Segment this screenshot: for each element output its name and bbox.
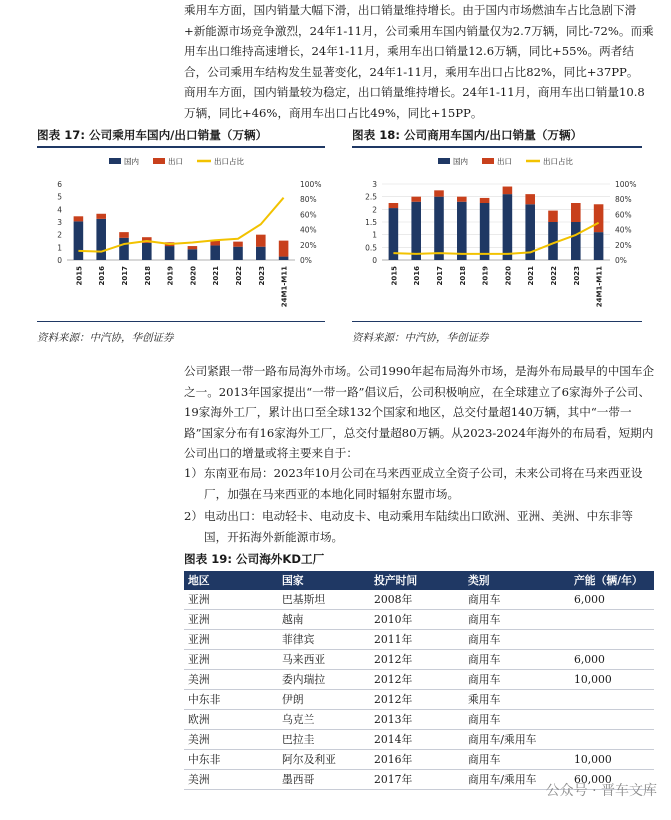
bar-domestic [434,197,444,260]
header-start-year: 投产时间 [370,571,464,590]
fig18-top-rule [352,146,642,148]
legend-domestic-swatch [438,158,450,164]
header-country: 国家 [278,571,370,590]
cell-start-year: 2012年 [370,650,464,670]
table-row [184,670,654,690]
y2-tick-label: 100% [615,180,637,189]
x-tick-label: 2017 [436,266,444,286]
ratio-line [393,223,598,254]
cell-category: 商用车 [464,590,570,610]
x-tick-label: 2023 [257,266,266,286]
cell-country: 阿尔及利亚 [278,750,370,770]
cell-category: 商用车 [464,670,570,690]
bar-domestic [457,202,467,260]
cell-country: 乌克兰 [278,710,370,730]
y2-tick-label: 20% [615,240,632,250]
y-tick-label: 4 [57,205,62,215]
bar-domestic [571,222,581,260]
cell-region: 中东非 [184,690,278,710]
cell-capacity: 10,000 [570,750,654,770]
y-tick-label: 3 [372,180,377,189]
paragraph-commercial: 商用车方面，国内销量较为稳定，出口销量维持增长。24年1-11月，商用车出口销量10.8万辆，同比+46%，商用车出口占比49%，同比+15PP。 [184,85,645,120]
cell-start-year: 2013年 [370,710,464,730]
paragraph-passenger: 乘用车方面，国内销量大幅下滑，出口销量维持增长。由于国内市场燃油车占比急剧下滑+新能源市场竞争激烈，24年1-11月，公司乘用车国内销量仅为2.7万辆，同比-72%。而乘用车出口维持高速增长，24年1-11月，乘用车出口销量12.6万辆，同比+55%。两者结合，公司乘用车结构发生显著变化，24年1-11月，乘用车出口占比82%，同比+37PP。 [184,3,654,79]
bar-domestic [594,232,604,260]
ratio-line [78,198,283,252]
y-tick-label: 3 [57,218,62,227]
cell-start-year: 2011年 [370,630,464,650]
legend-ratio-label: 出口占比 [543,157,573,166]
cell-region: 欧洲 [184,710,278,730]
cell-capacity: 6,000 [570,590,654,610]
cell-category: 商用车 [464,750,570,770]
cell-region: 美洲 [184,730,278,750]
cell-country: 巴拉圭 [278,730,370,750]
cell-capacity [570,610,654,630]
cell-capacity: 10,000 [570,670,654,690]
bar-domestic [74,221,84,260]
y2-tick-label: 60% [615,210,632,220]
list-text: 东南亚布局：2023年10月公司在马来西亚成立全资子公司，未来公司将在马来西亚设厂，加强在马来西亚的本地化同时辐射东盟市场。 [204,466,643,501]
bar-export [525,194,535,204]
x-tick-label: 2017 [121,266,129,286]
bar-export [503,187,513,195]
y-tick-label: 1.5 [365,218,377,227]
fig17-chart [37,150,327,320]
x-tick-label: 2015 [75,266,84,286]
list-item-southeast-asia [184,463,656,504]
watermark: 公众号 · 晋车文库 [545,783,657,799]
cell-start-year: 2014年 [370,730,464,750]
y2-tick-label: 40% [615,225,632,235]
cell-country: 巴基斯坦 [278,590,370,610]
cell-start-year: 2016年 [370,750,464,770]
table-row [184,610,654,630]
table-row [184,690,654,710]
bar-domestic [119,238,129,260]
cell-region: 美洲 [184,770,278,790]
cell-capacity [570,730,654,750]
x-tick-label: 2022 [235,266,243,286]
bar-export [74,216,84,221]
legend-domestic-label: 国内 [453,157,468,166]
header-capacity: 产能（辆/年） [570,571,654,590]
bar-export [571,203,581,222]
y-tick-label: 1 [57,243,62,253]
y2-tick-label: 60% [300,210,317,220]
cell-region: 中东非 [184,750,278,770]
x-tick-label: 2016 [98,266,107,286]
bar-export [480,198,490,203]
y-tick-label: 5 [57,192,62,202]
cell-category: 商用车/乘用车 [464,770,570,790]
legend-ratio-label: 出口占比 [214,157,244,166]
table-row [184,630,654,650]
fig17-top-rule [37,146,325,148]
x-tick-label: 2018 [143,266,152,286]
fig17-title: 图表 17: 公司乘用车国内/出口销量（万辆） [37,128,268,142]
cell-start-year: 2010年 [370,610,464,630]
paragraph-overseas: 公司紧跟一带一路布局海外市场。公司1990年起布局海外市场，是海外布局最早的中国车企之一。2013年国家提出“一带一路”倡议后，公司积极响应，在全球建立了6家海外子公司、19家海外工厂，累计出口至全球132个国家和地区，总交付量超140万辆，其中“一带一路”国家分布有16家海外工厂，总交付量超80万辆。从2023-2024年海外的布局看，短期内公司出口的增量或将主要来自于： [184,364,655,460]
bar-domestic [142,243,152,260]
fig18-source: 资料来源：中汽协，华创证券 [352,332,489,344]
list-number: 2） [184,509,203,523]
bar-export [389,203,399,208]
x-tick-label: 2016 [413,266,422,286]
legend-export-swatch [153,158,165,164]
header-category: 类别 [464,571,570,590]
x-tick-label: 2021 [527,266,536,286]
y-tick-label: 2 [372,205,377,215]
cell-start-year: 2012年 [370,690,464,710]
cell-category: 商用车 [464,610,570,630]
bar-domestic [256,247,266,260]
table-row [184,750,654,770]
bar-export [96,214,106,219]
bar-export [434,190,444,196]
cell-country: 伊朗 [278,690,370,710]
list-text: 电动出口：电动轻卡、电动皮卡、电动乘用车陆续出口欧洲、亚洲、美洲、中东非等国，开拓海外新能源市场。 [204,509,633,544]
bar-domestic [96,219,106,260]
bar-domestic [411,202,421,260]
y2-tick-label: 0% [300,256,312,265]
cell-capacity [570,690,654,710]
y-tick-label: 0.5 [365,243,377,253]
cell-start-year: 2012年 [370,670,464,690]
legend-export-label: 出口 [497,157,512,166]
bar-domestic [165,246,175,260]
x-tick-label: 2015 [390,266,399,286]
x-tick-label: 2021 [212,266,221,286]
bar-export [457,197,467,202]
cell-capacity: 60,000 [570,770,654,790]
bar-domestic [233,247,243,260]
legend-export-label: 出口 [168,157,183,166]
cell-country: 墨西哥 [278,770,370,790]
table-row [184,590,654,610]
bar-export [256,235,266,247]
bar-domestic [188,249,198,260]
table-row [184,710,654,730]
bar-domestic [210,245,220,260]
legend-domestic-swatch [109,158,121,164]
fig18-chart [352,150,644,320]
legend-export-swatch [482,158,494,164]
cell-region: 亚洲 [184,610,278,630]
list-item-electric-export [184,506,656,547]
cell-start-year: 2008年 [370,590,464,610]
x-tick-label: 2023 [572,266,581,286]
cell-country: 越南 [278,610,370,630]
cell-country: 马来西亚 [278,650,370,670]
x-tick-label: 2022 [550,266,558,286]
bar-export [548,211,558,222]
y-tick-label: 2 [57,230,62,240]
x-tick-label: 2019 [481,266,490,286]
list-number: 1） [184,466,203,480]
y-tick-label: 1 [372,230,377,240]
fig18-title: 图表 18: 公司商用车国内/出口销量（万辆） [352,128,583,142]
fig17-bottom-rule [37,321,325,322]
y2-tick-label: 0% [615,256,627,265]
cell-start-year: 2017年 [370,770,464,790]
fig18-bottom-rule [352,321,642,322]
bar-export [279,241,289,257]
cell-region: 亚洲 [184,630,278,650]
bar-domestic [480,203,490,260]
y-tick-label: 0 [372,256,377,265]
kd-factory-table [184,571,654,790]
x-tick-label: 2019 [166,266,175,286]
y-tick-label: 0 [57,256,62,265]
x-tick-label: 2020 [189,266,198,286]
x-tick-label: 24M1-M11 [280,266,289,308]
cell-category: 商用车/乘用车 [464,730,570,750]
cell-region: 亚洲 [184,650,278,670]
y2-tick-label: 40% [300,225,317,235]
y2-tick-label: 80% [615,195,632,205]
x-tick-label: 2020 [504,266,513,286]
bar-export [188,246,198,249]
table-row [184,650,654,670]
table19-title: 图表 19: 公司海外KD工厂 [184,552,325,566]
y-tick-label: 2.5 [365,192,377,202]
bar-export [233,242,243,247]
y2-tick-label: 100% [300,180,322,189]
cell-category: 乘用车 [464,690,570,710]
cell-category: 商用车 [464,710,570,730]
cell-region: 美洲 [184,670,278,690]
x-tick-label: 24M1-M11 [595,266,604,308]
bar-domestic [389,208,399,260]
bar-domestic [279,257,289,260]
cell-category: 商用车 [464,630,570,650]
y-tick-label: 6 [57,180,62,189]
cell-capacity [570,630,654,650]
cell-capacity [570,710,654,730]
y2-tick-label: 80% [300,195,317,205]
cell-country: 菲律宾 [278,630,370,650]
legend-domestic-label: 国内 [124,157,139,166]
cell-country: 委内瑞拉 [278,670,370,690]
bar-export [411,197,421,202]
fig17-source: 资料来源：中汽协，华创证券 [37,332,174,344]
bar-domestic [503,194,513,260]
header-region: 地区 [184,571,278,590]
cell-capacity: 6,000 [570,650,654,670]
y2-tick-label: 20% [300,240,317,250]
x-tick-label: 2018 [458,266,467,286]
cell-region: 亚洲 [184,590,278,610]
cell-category: 商用车 [464,650,570,670]
table-row [184,730,654,750]
bar-export [594,204,604,232]
table-header-row [184,571,654,590]
bar-export [119,232,129,238]
